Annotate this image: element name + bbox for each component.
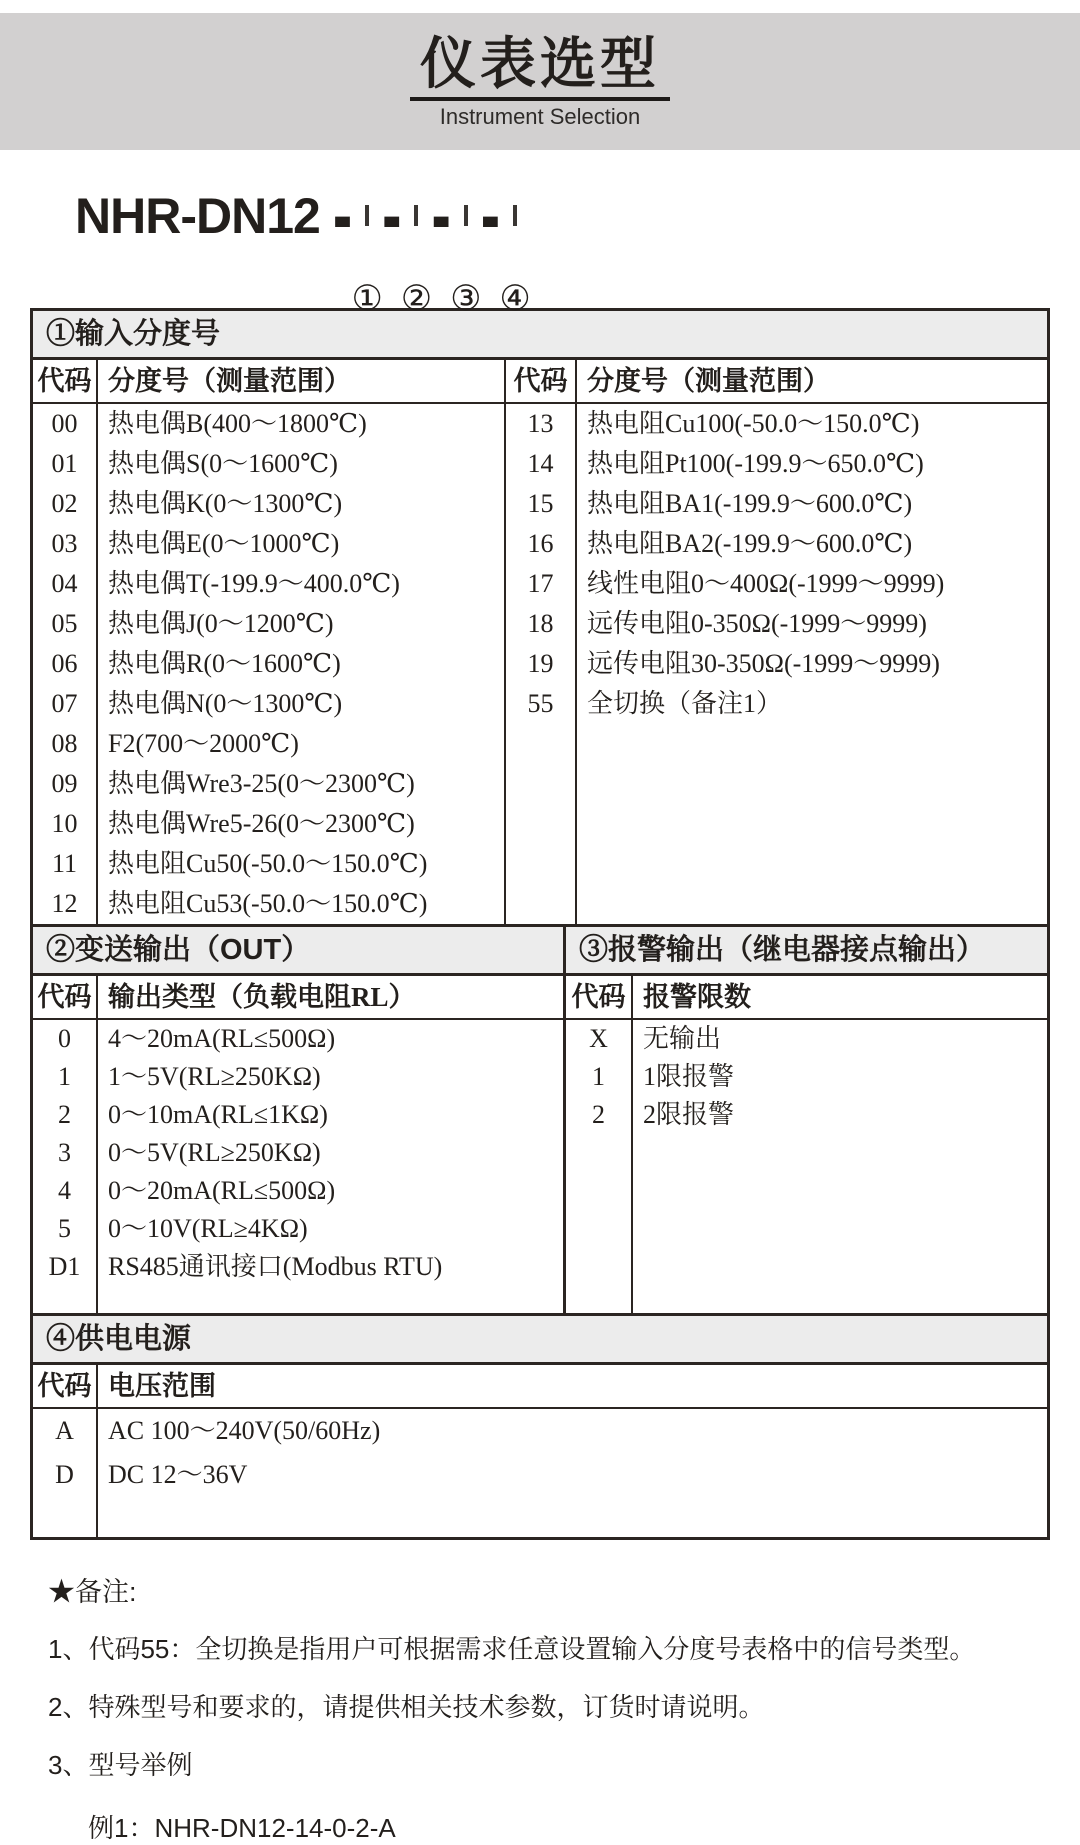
- page-subtitle: Instrument Selection: [439, 103, 641, 129]
- model-code-box: [414, 205, 418, 226]
- code-cell: 55: [527, 689, 554, 718]
- code-cell: 01: [51, 449, 78, 478]
- desc-cell: 热电阻BA2(-199.9～600.0℃): [587, 529, 913, 558]
- desc-cell: 热电偶J(0～1200℃): [108, 609, 334, 638]
- desc-cell: 热电偶E(0～1000℃): [108, 529, 340, 558]
- model-position-1: [351, 207, 383, 318]
- desc-cell: 热电偶S(0～1600℃): [108, 449, 338, 478]
- table-transmit-output: [33, 927, 566, 1313]
- desc-column: [633, 1020, 1047, 1313]
- desc-cell: 热电阻Cu50(-50.0～150.0℃): [108, 849, 428, 878]
- column-header-desc: 报警限数: [643, 982, 751, 1012]
- desc-cell: 热电阻Pt100(-199.9～650.0℃): [587, 449, 924, 478]
- code-cell: 04: [51, 569, 78, 598]
- desc-cell: 热电偶T(-199.9～400.0℃): [108, 569, 400, 598]
- code-cell: 16: [527, 529, 554, 558]
- position-label-1: ①: [351, 279, 383, 318]
- table-power-supply: [30, 1313, 1050, 1540]
- model-code-row: NHR-DN12 - ① - ② - ③ - ④: [75, 166, 531, 318]
- desc-cell: DC 12～36V: [108, 1460, 248, 1489]
- column-header-desc: 输出类型（负载电阻RL）: [108, 982, 416, 1012]
- code-cell: 06: [51, 649, 78, 678]
- notes-section: [48, 1570, 1080, 1845]
- page-title: 仪表选型: [410, 33, 670, 101]
- code-cell: 13: [527, 409, 554, 438]
- code-cell: 03: [51, 529, 78, 558]
- title-band: [0, 13, 1080, 150]
- model-position-2: [400, 207, 433, 318]
- notes-title: ★备注:: [48, 1577, 137, 1607]
- desc-cell: 0～10V(RL≥4KΩ): [108, 1214, 308, 1243]
- code-cell: 3: [58, 1138, 71, 1167]
- code-cell: 02: [51, 489, 78, 518]
- code-cell: 2: [58, 1100, 71, 1129]
- desc-cell: 全切换（备注1）: [587, 689, 783, 718]
- code-column: [33, 404, 98, 924]
- position-label-4: ④: [499, 279, 531, 318]
- section-title-alarm: ③报警输出（继电器接点输出）: [566, 927, 1047, 976]
- model-code-box: [464, 205, 468, 226]
- position-label-3: ③: [450, 279, 482, 318]
- desc-cell: 热电阻BA1(-199.9～600.0℃): [587, 489, 913, 518]
- desc-cell: 热电偶B(400～1800℃): [108, 409, 367, 438]
- code-cell: A: [55, 1416, 74, 1445]
- column-header-desc: 分度号（测量范围）: [587, 366, 830, 396]
- input-table-left: [33, 360, 506, 924]
- model-prefix: NHR-DN12: [75, 188, 320, 244]
- desc-cell: 热电偶R(0～1600℃): [108, 649, 341, 678]
- code-cell: 10: [51, 809, 78, 838]
- desc-cell: 0～20mA(RL≤500Ω): [108, 1176, 336, 1205]
- desc-cell: 1限报警: [643, 1062, 735, 1091]
- position-label-2: ②: [400, 279, 433, 318]
- code-cell: 0: [58, 1024, 71, 1053]
- column-header-code: 代码: [33, 976, 98, 1018]
- column-header-code: 代码: [33, 360, 98, 402]
- column-header-code: 代码: [566, 976, 633, 1018]
- model-code-box: [513, 205, 517, 226]
- desc-cell: RS485通讯接口(Modbus RTU): [108, 1252, 443, 1281]
- code-cell: 18: [527, 609, 554, 638]
- code-cell: 11: [51, 849, 78, 878]
- desc-cell: 远传电阻0-350Ω(-1999～9999): [587, 609, 927, 638]
- column-header-desc: 分度号（测量范围）: [108, 366, 351, 396]
- code-cell: 1: [58, 1062, 71, 1091]
- desc-cell: 无输出: [643, 1024, 722, 1053]
- section-title-output: ②变送输出（OUT）: [33, 927, 563, 976]
- code-cell: 12: [51, 889, 78, 918]
- code-cell: 19: [527, 649, 554, 678]
- code-cell: 08: [51, 729, 78, 758]
- code-cell: 00: [51, 409, 78, 438]
- code-cell: 17: [527, 569, 554, 598]
- desc-cell: 热电偶K(0～1300℃): [108, 489, 343, 518]
- table-output-alarm: [30, 924, 1050, 1316]
- code-column: [33, 1020, 98, 1313]
- model-position-3: [450, 207, 482, 318]
- desc-column: [98, 404, 504, 924]
- model-position-4: [499, 207, 531, 318]
- code-cell: 4: [58, 1176, 71, 1205]
- code-cell: D: [55, 1460, 74, 1489]
- code-column: [566, 1020, 633, 1313]
- code-cell: 14: [527, 449, 554, 478]
- desc-cell: 远传电阻30-350Ω(-1999～9999): [587, 649, 940, 678]
- desc-column: [98, 1020, 563, 1313]
- desc-cell: AC 100～240V(50/60Hz): [108, 1416, 381, 1445]
- desc-column: [577, 404, 1047, 924]
- code-cell: 5: [58, 1214, 71, 1243]
- code-cell: D1: [48, 1252, 81, 1281]
- desc-cell: 0～5V(RL≥250KΩ): [108, 1138, 321, 1167]
- desc-cell: 热电偶Wre5-26(0～2300℃): [108, 809, 415, 838]
- desc-cell: 热电阻Cu100(-50.0～150.0℃): [587, 409, 920, 438]
- note-item-3: 3、型号举例: [48, 1750, 193, 1780]
- column-header-code: 代码: [33, 1365, 98, 1407]
- code-cell: X: [589, 1024, 608, 1053]
- code-cell: 1: [592, 1062, 605, 1091]
- note-item-2: 2、特殊型号和要求的，请提供相关技术参数，订货时请说明。: [48, 1692, 765, 1722]
- column-header-code: 代码: [506, 360, 577, 402]
- desc-column: [98, 1409, 1047, 1537]
- table-input-graduation: [30, 308, 1050, 927]
- desc-cell: 热电阻Cu53(-50.0～150.0℃): [108, 889, 428, 918]
- section-title-power: ④供电电源: [33, 1316, 1047, 1365]
- code-cell: 15: [527, 489, 554, 518]
- desc-cell: 2限报警: [643, 1100, 735, 1129]
- code-cell: 05: [51, 609, 78, 638]
- input-table-right: [506, 360, 1047, 924]
- selection-tables: [30, 308, 1050, 1540]
- section-title-input: ①输入分度号: [33, 311, 1047, 360]
- desc-cell: 线性电阻0～400Ω(-1999～9999): [587, 569, 945, 598]
- note-item-1: 1、代码55：全切换是指用户可根据需求任意设置输入分度号表格中的信号类型。: [48, 1634, 976, 1664]
- code-cell: 09: [51, 769, 78, 798]
- desc-cell: 4～20mA(RL≤500Ω): [108, 1024, 336, 1053]
- desc-cell: F2(700～2000℃): [108, 729, 299, 758]
- code-column: [33, 1409, 98, 1537]
- table-alarm-output: [566, 927, 1047, 1313]
- desc-cell: 1～5V(RL≥250KΩ): [108, 1062, 321, 1091]
- model-code-box: [365, 205, 369, 226]
- desc-cell: 热电偶Wre3-25(0～2300℃): [108, 769, 415, 798]
- code-cell: 2: [592, 1100, 605, 1129]
- column-header-desc: 电压范围: [108, 1371, 216, 1401]
- desc-cell: 热电偶N(0～1300℃): [108, 689, 343, 718]
- note-example: 例1：NHR-DN12-14-0-2-A: [88, 1813, 396, 1843]
- code-cell: 07: [51, 689, 78, 718]
- code-column: [506, 404, 577, 924]
- desc-cell: 0～10mA(RL≤1KΩ): [108, 1100, 328, 1129]
